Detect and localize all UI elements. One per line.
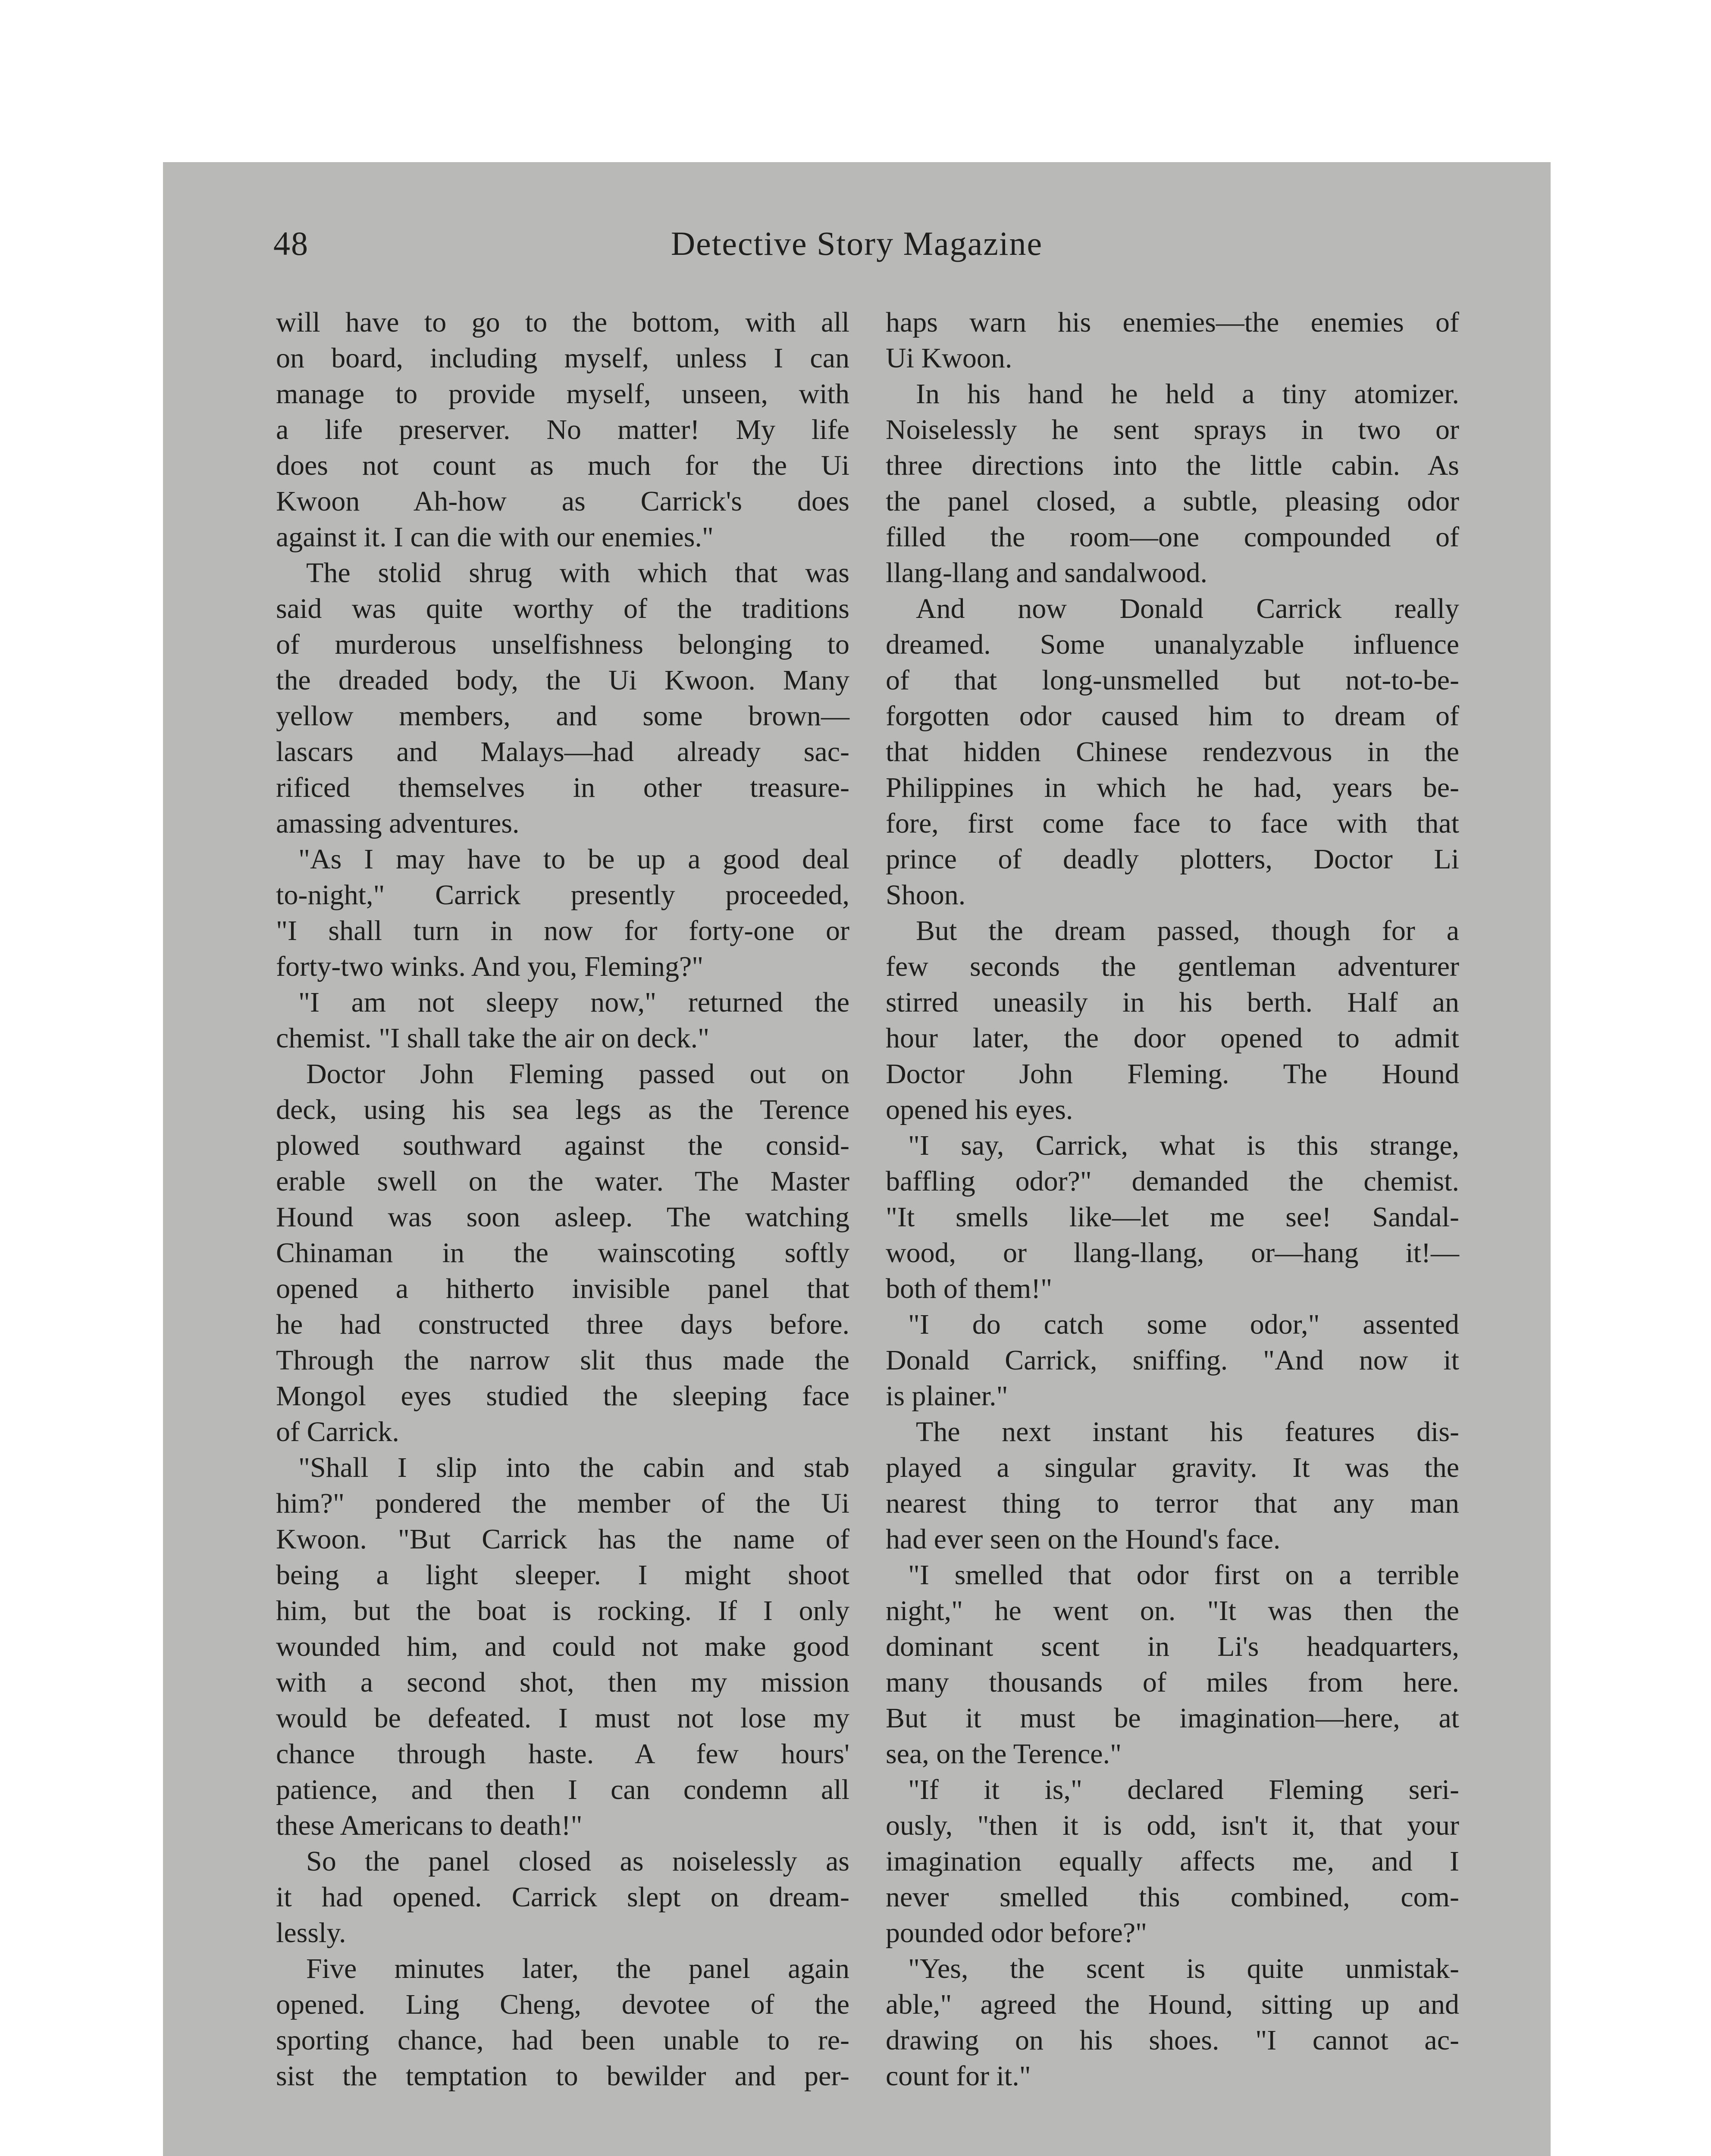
text-line: Doctor John Fleming. The Hound	[886, 1058, 1459, 1090]
text-line: lessly.	[276, 1917, 346, 1949]
text-line: wood, or llang-llang, or—hang it!—	[886, 1237, 1459, 1269]
text-line: "I do catch some odor," assented	[908, 1309, 1459, 1340]
text-line: would be defeated. I must not lose my	[276, 1702, 849, 1734]
text-line: a life preserver. No matter! My life	[276, 414, 849, 445]
text-line: count for it."	[886, 2060, 1031, 2092]
text-line: "As I may have to be up a good deal	[298, 843, 849, 875]
text-line: chemist. "I shall take the air on deck."	[276, 1022, 710, 1054]
text-line: deck, using his sea legs as the Terence	[276, 1094, 849, 1125]
text-line: Hound was soon asleep. The watching	[276, 1201, 849, 1233]
text-line: amassing adventures.	[276, 808, 520, 839]
text-line: few seconds the gentleman adventurer	[886, 951, 1459, 982]
text-line: three directions into the little cabin. As	[886, 450, 1459, 481]
text-line: wounded him, and could not make good	[276, 1631, 849, 1662]
text-line: opened a hitherto invisible panel that	[276, 1273, 849, 1304]
text-line: drawing on his shoes. "I cannot ac-	[886, 2024, 1459, 2056]
text-line: both of them!"	[886, 1273, 1053, 1304]
text-line: forgotten odor caused him to dream of	[886, 700, 1459, 732]
text-line: does not count as much for the Ui	[276, 450, 849, 481]
text-line: sporting chance, had been unable to re-	[276, 2024, 849, 2056]
text-line: it had opened. Carrick slept on dream-	[276, 1881, 849, 1913]
text-line: "It smells like—let me see! Sandal-	[886, 1201, 1459, 1233]
text-line: Kwoon. "But Carrick has the name of	[276, 1523, 849, 1555]
text-line: "I shall turn in now for forty-one or	[276, 915, 849, 946]
text-line: opened. Ling Cheng, devotee of the	[276, 1989, 849, 2020]
text-line: dominant scent in Li's headquarters,	[886, 1631, 1459, 1662]
text-line: filled the room—one compounded of	[886, 521, 1459, 553]
text-line: the dreaded body, the Ui Kwoon. Many	[276, 664, 849, 696]
text-line: the panel closed, a subtle, pleasing odor	[886, 486, 1459, 517]
text-line: of that long-unsmelled but not-to-be-	[886, 664, 1459, 696]
text-line: yellow members, and some brown—	[276, 700, 849, 732]
text-line: played a singular gravity. It was the	[886, 1452, 1459, 1483]
text-line: Noiselessly he sent sprays in two or	[886, 414, 1459, 445]
text-line: patience, and then I can condemn all	[276, 1774, 849, 1805]
text-line: sea, on the Terence."	[886, 1738, 1122, 1770]
text-line: never smelled this combined, com-	[886, 1881, 1459, 1913]
text-line: Chinaman in the wainscoting softly	[276, 1237, 849, 1269]
text-line: lascars and Malays—had already sac-	[276, 736, 849, 768]
text-line: he had constructed three days before.	[276, 1309, 849, 1340]
text-line: against it. I can die with our enemies."	[276, 521, 714, 553]
text-line: pounded odor before?"	[886, 1917, 1147, 1949]
text-line: said was quite worthy of the traditions	[276, 593, 849, 624]
text-line: baffling odor?" demanded the chemist.	[886, 1166, 1459, 1197]
text-line: stirred uneasily in his berth. Half an	[886, 987, 1459, 1018]
text-line: "Shall I slip into the cabin and stab	[298, 1452, 849, 1483]
text-line: fore, first come face to face with that	[886, 808, 1459, 839]
text-line: In his hand he held a tiny atomizer.	[916, 378, 1459, 410]
text-line: Donald Carrick, sniffing. "And now it	[886, 1344, 1459, 1376]
text-line: will have to go to the bottom, with all	[276, 307, 849, 338]
text-column-left	[276, 304, 849, 2094]
text-line: able," agreed the Hound, sitting up and	[886, 1989, 1459, 2020]
text-line: "Yes, the scent is quite unmistak-	[908, 1953, 1459, 1984]
text-line: dreamed. Some unanalyzable influence	[886, 629, 1459, 660]
text-line: "I say, Carrick, what is this strange,	[908, 1130, 1459, 1161]
text-line: prince of deadly plotters, Doctor Li	[886, 843, 1459, 875]
text-line: him, but the boat is rocking. If I only	[276, 1595, 849, 1626]
text-line: Through the narrow slit thus made the	[276, 1344, 849, 1376]
text-line: of murderous unselfishness belonging to	[276, 629, 849, 660]
running-head: Detective Story Magazine	[671, 225, 1043, 262]
text-line: is plainer."	[886, 1380, 1008, 1412]
text-line: had ever seen on the Hound's face.	[886, 1523, 1281, 1555]
text-line: haps warn his enemies—the enemies of	[886, 307, 1459, 338]
text-line: nearest thing to terror that any man	[886, 1488, 1459, 1519]
text-line: Kwoon Ah-how as Carrick's does	[276, 486, 849, 517]
text-line: plowed southward against the consid-	[276, 1130, 849, 1161]
text-line: of Carrick.	[276, 1416, 399, 1448]
text-line: ously, "then it is odd, isn't it, that your	[886, 1810, 1459, 1841]
text-line: manage to provide myself, unseen, with	[276, 378, 849, 410]
text-line: imagination equally affects me, and I	[886, 1846, 1459, 1877]
text-line: But it must be imagination—here, at	[886, 1702, 1459, 1734]
text-line: Ui Kwoon.	[886, 342, 1012, 374]
text-line: rificed themselves in other treasure-	[276, 772, 849, 803]
text-line: So the panel closed as noiselessly as	[306, 1846, 849, 1877]
magazine-page-scan	[163, 162, 1551, 2156]
text-line: that hidden Chinese rendezvous in the	[886, 736, 1459, 768]
text-line: on board, including myself, unless I can	[276, 342, 849, 374]
text-line: llang-llang and sandalwood.	[886, 557, 1207, 589]
text-line: forty-two winks. And you, Fleming?"	[276, 951, 704, 982]
text-line: Philippines in which he had, years be-	[886, 772, 1459, 803]
text-line: erable swell on the water. The Master	[276, 1166, 849, 1197]
text-line: with a second shot, then my mission	[276, 1667, 849, 1698]
text-line: him?" pondered the member of the Ui	[276, 1488, 849, 1519]
text-line: Shoon.	[886, 879, 966, 911]
text-line: hour later, the door opened to admit	[886, 1022, 1459, 1054]
text-line: being a light sleeper. I might shoot	[276, 1559, 849, 1591]
text-line: The stolid shrug with which that was	[306, 557, 849, 589]
text-line: But the dream passed, though for a	[916, 915, 1459, 946]
text-line: these Americans to death!"	[276, 1810, 583, 1841]
text-line: Doctor John Fleming passed out on	[306, 1058, 849, 1090]
text-line: many thousands of miles from here.	[886, 1667, 1459, 1698]
text-line: The next instant his features dis-	[916, 1416, 1459, 1448]
text-line: "I smelled that odor first on a terrible	[908, 1559, 1459, 1591]
text-line: chance through haste. A few hours'	[276, 1738, 849, 1770]
text-line: "If it is," declared Fleming seri-	[908, 1774, 1459, 1805]
text-column-right	[886, 304, 1459, 2094]
text-line: Five minutes later, the panel again	[306, 1953, 849, 1984]
text-line: to-night," Carrick presently proceeded,	[276, 879, 849, 911]
page-number: 48	[273, 225, 309, 262]
text-line: "I am not sleepy now," returned the	[298, 987, 849, 1018]
text-line: opened his eyes.	[886, 1094, 1073, 1125]
text-line: Mongol eyes studied the sleeping face	[276, 1380, 849, 1412]
text-line: And now Donald Carrick really	[916, 593, 1459, 624]
text-line: night," he went on. "It was then the	[886, 1595, 1459, 1626]
text-line: sist the temptation to bewilder and per-	[276, 2060, 849, 2092]
